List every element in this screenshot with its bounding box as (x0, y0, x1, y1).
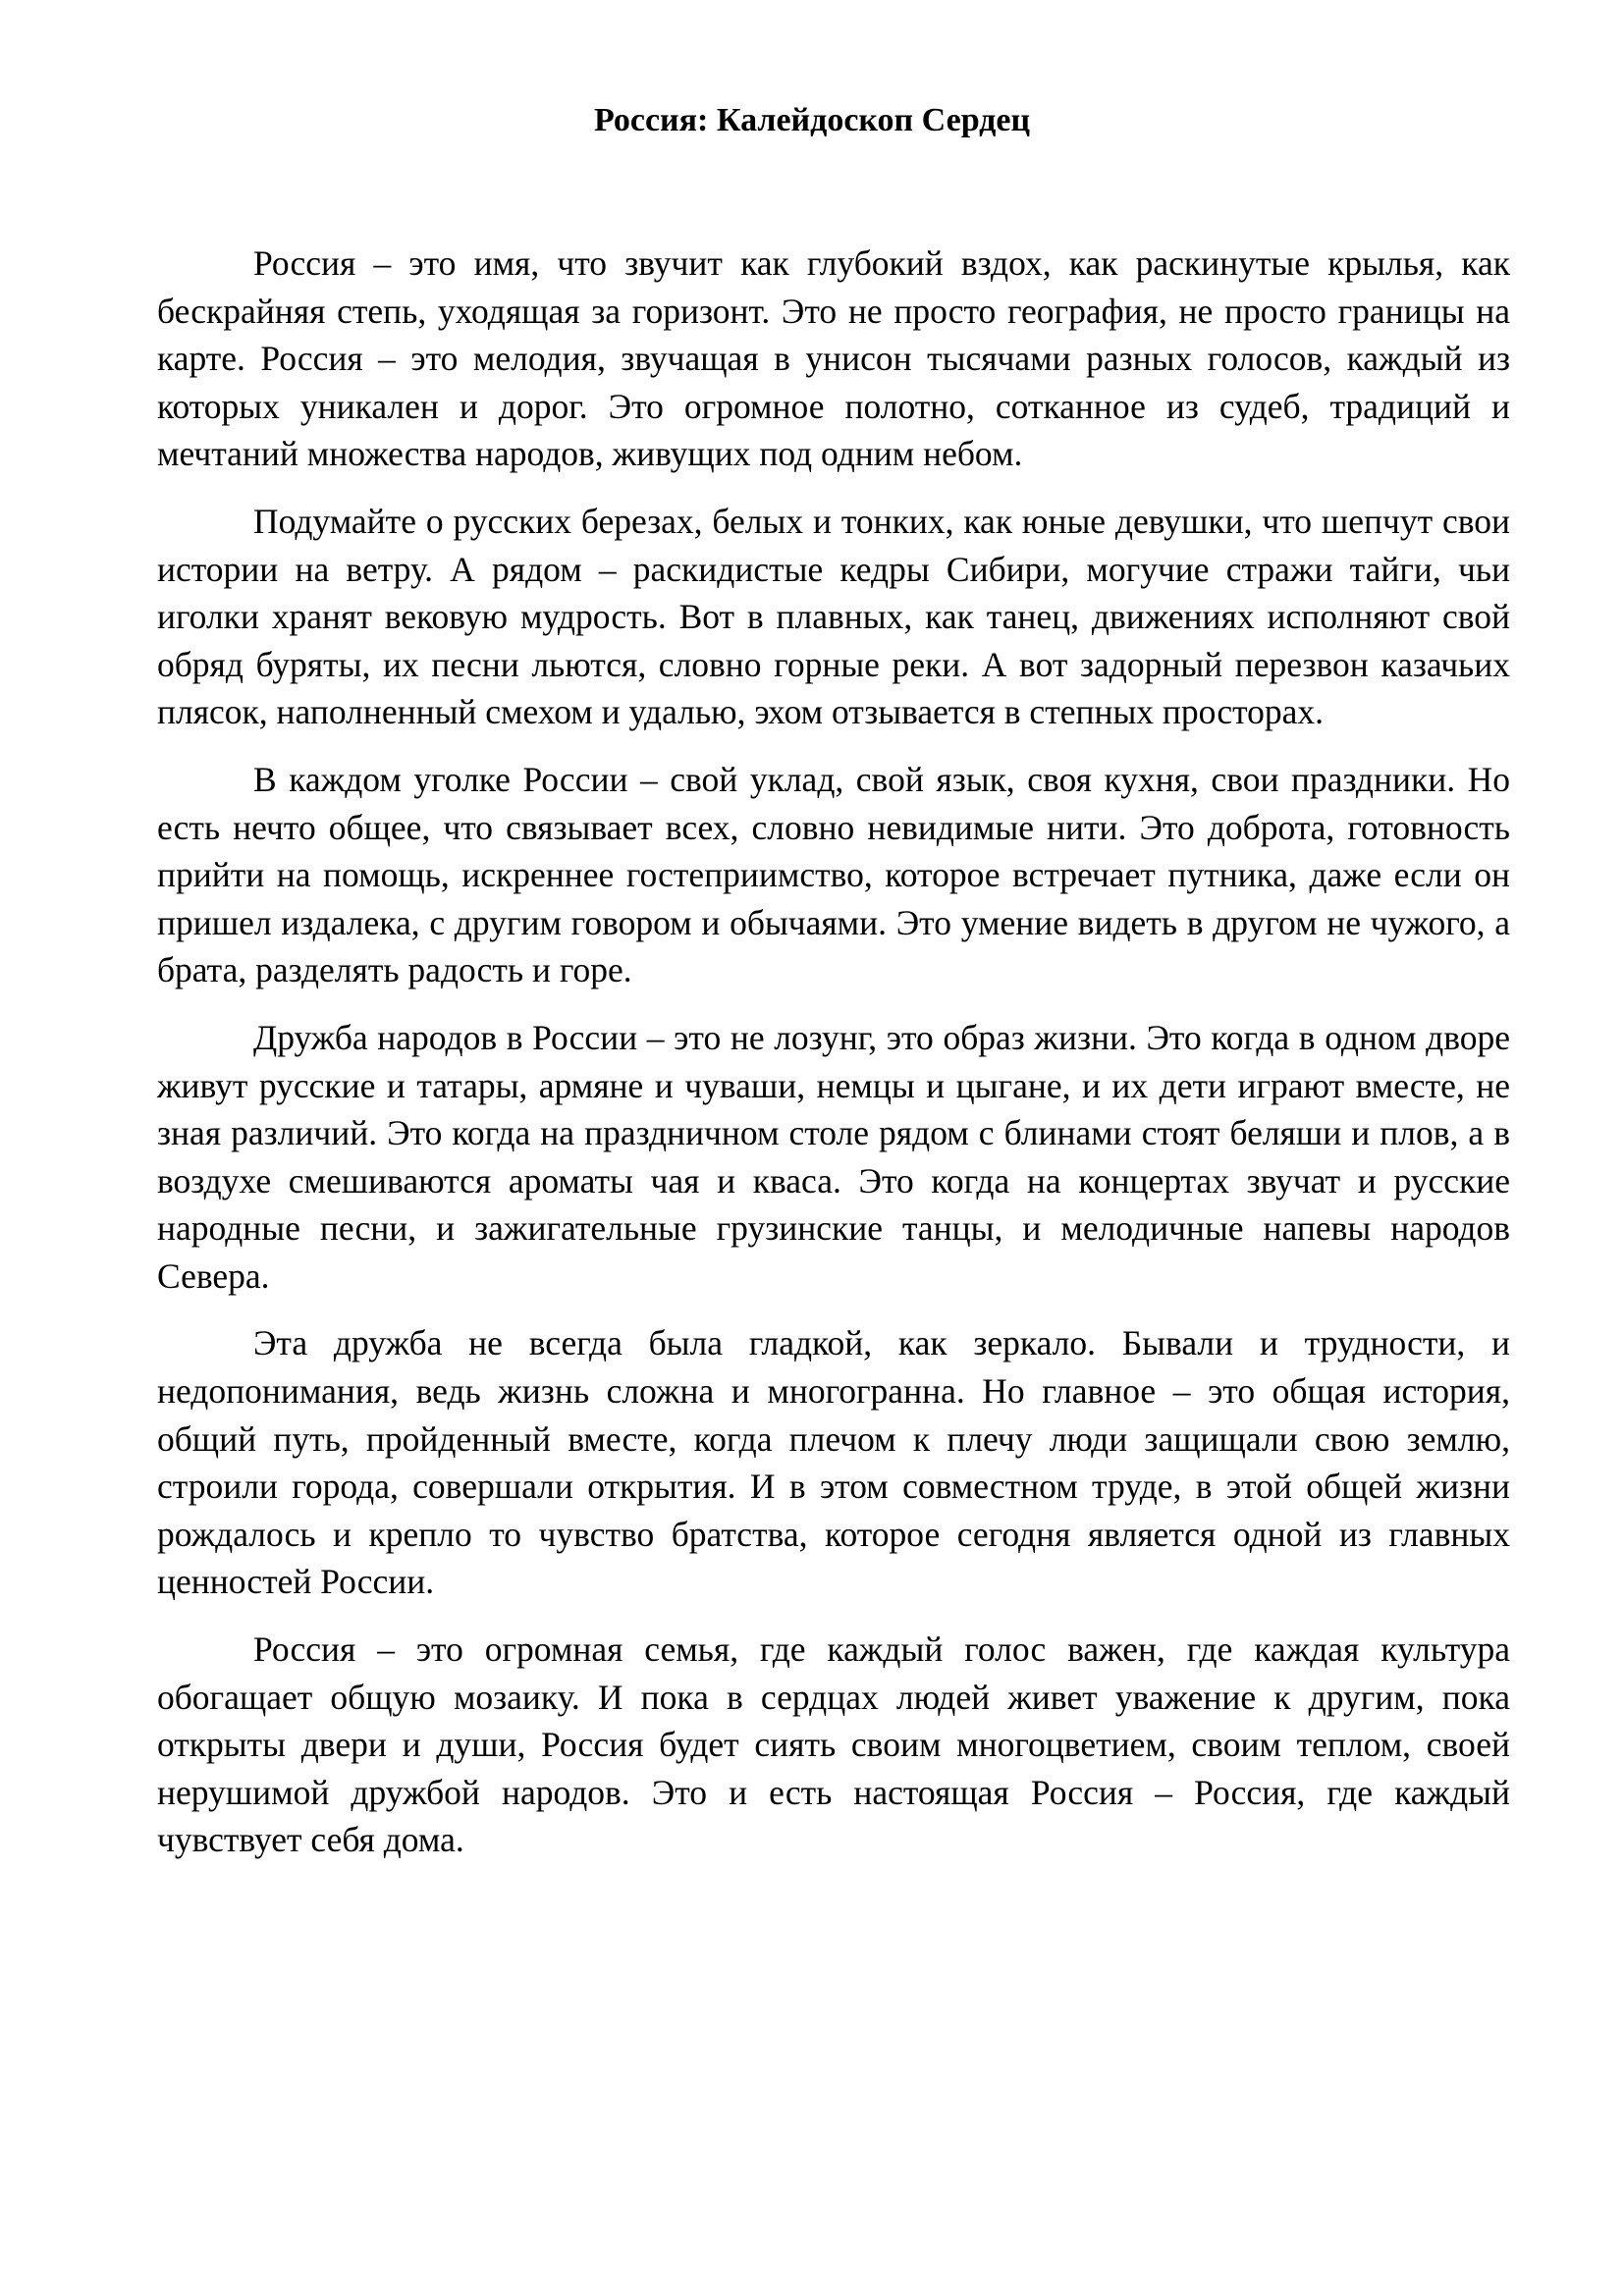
document-title: Россия: Калейдоскоп Сердец (593, 102, 1031, 138)
paragraph: В каждом уголке России – свой уклад, свой язык, своя кухня, свои праздники. Но есть нечто общее, что связывает всех, словно невидимые нити. Это доброта, готовность прийти на помощь, искреннее гостеприимство, которое встречает путника, даже если он пришел издалека, с другим говором и обычаями. Это умение видеть в другом не чужого, а брата, разделять радость и горе. (157, 759, 1510, 990)
paragraph: Россия – это имя, что звучит как глубокий вздох, как раскинутые крылья, как бескрайняя степь, уходящая за горизонт. Это не просто география, не просто границы на карте. Россия – это мелодия, звучащая в унисон тысячами разных голосов, каждый из которых уникален и дорог. Это огромное полотно, сотканное из судеб, традиций и мечтаний множества народов, живущих под одним небом. (157, 243, 1510, 474)
paragraph: Подумайте о русских березах, белых и тонких, как юные девушки, что шепчут свои истории на ветру. А рядом – раскидистые кедры Сибири, могучие стражи тайги, чьи иголки хранят вековую мудрость. Вот в плавных, как танец, движениях исполняют свой обряд буряты, их песни льются, словно горные реки. А вот задорный перезвон казачьих плясок, наполненный смехом и удалью, эхом отзывается в степных просторах. (157, 501, 1510, 732)
paragraph: Эта дружба не всегда была гладкой, как зеркало. Бывали и трудности, и недопонимания, ведь жизнь сложна и многогранна. Но главное – это общая история, общий путь, пройденный вместе, когда плечом к плечу люди защищали свою землю, строили города, совершали открытия. И в этом совместном труде, в этой общей жизни рождалось и крепло то чувство братства, которое сегодня является одной из главных ценностей России. (157, 1323, 1510, 1602)
paragraph: Россия – это огромная семья, где каждый голос важен, где каждая культура обогащает общую мозаику. И пока в сердцах людей живет уважение к другим, пока открыты двери и души, Россия будет сиять своим многоцветием, своим теплом, своей нерушимой дружбой народов. Это и есть настоящая Россия – Россия, где каждый чувствует себя дома. (157, 1629, 1510, 1860)
document-body (157, 240, 1510, 1884)
paragraph: Дружба народов в России – это не лозунг, это образ жизни. Это когда в одном дворе живут русские и татары, армяне и чуваши, немцы и цыгане, и их дети играют вместе, не зная различий. Это когда на праздничном столе рядом с блинами стоят беляши и плов, а в воздухе смешиваются ароматы чая и кваса. Это когда на концертах звучат и русские народные песни, и зажигательные грузинские танцы, и мелодичные напевы народов Севера. (157, 1017, 1510, 1296)
